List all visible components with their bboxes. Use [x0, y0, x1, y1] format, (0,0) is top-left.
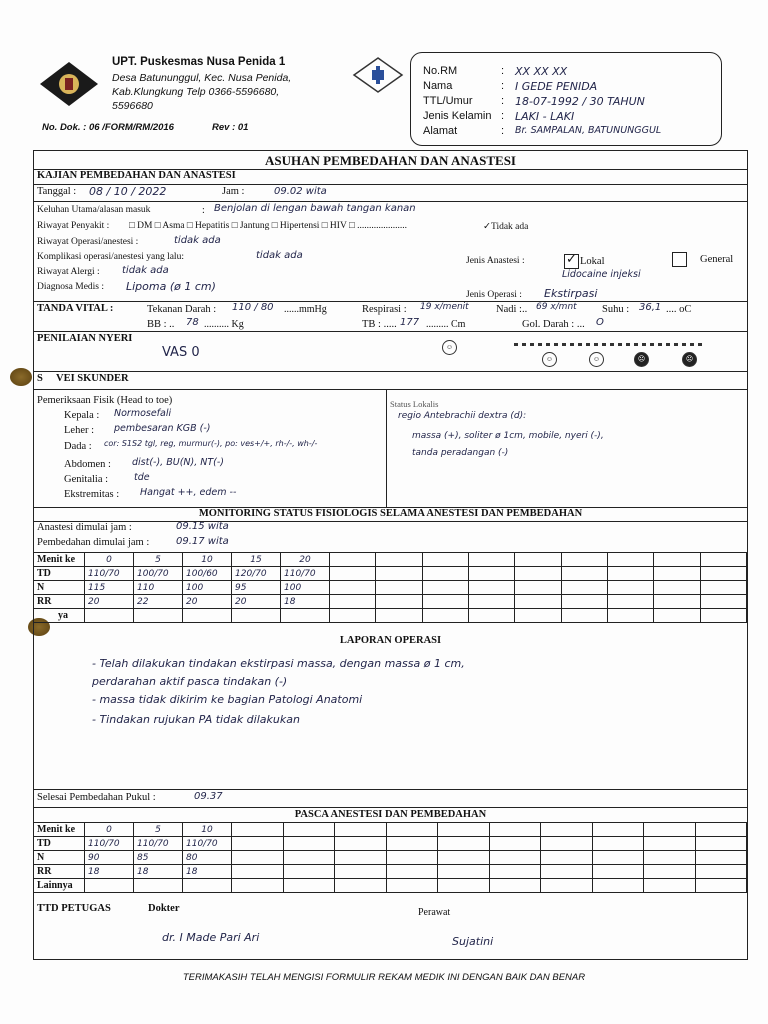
monitoring-table — [33, 552, 747, 623]
perawat-signature: Sujatini — [452, 935, 494, 948]
exam-ekstremitas: Hangat ++, edem -- — [140, 487, 237, 498]
riwayat-alergi-value: tidak ada — [122, 265, 169, 276]
form-title: ASUHAN PEMBEDAHAN DAN ANASTESI — [264, 153, 516, 168]
laporan-title: LAPORAN OPERASI — [339, 635, 442, 646]
org-address: Desa Batununggul, Kec. Nusa Penida, Kab.Klungkung Telp 0366-5596680, 5596680 — [112, 72, 292, 112]
org-name: UPT. Puskesmas Nusa Penida 1 — [112, 56, 286, 68]
revision: Rev : 01 — [212, 122, 249, 133]
table-row: Lainnya — [34, 879, 747, 893]
komplikasi-value: tidak ada — [256, 250, 303, 261]
pain-face-4-icon: ☺ — [589, 352, 604, 367]
table-row: TD 110/70 100/70 100/60 120/70 110/70 — [34, 567, 747, 581]
nadi-value: 69 x/mnt — [536, 302, 577, 312]
doc-number: No. Dok. : 06 /FORM/RM/2016 — [42, 122, 174, 133]
patient-id-box: No.RM : XX XX XX Nama : I GEDE PENIDA TTL/Umur : 18-07-1992 / 30 TAHUN Jenis Kelamin : LAKI - LAKI Alamat : Br. SAMPALAN, BATUNUNGGUL — [410, 52, 722, 146]
table-row: ya — [34, 609, 747, 623]
anastesi-mulai-value: 09.15 wita — [176, 521, 229, 532]
laporan-line: - Telah dilakukan tindakan ekstirpasi massa, dengan massa ø 1 cm, — [92, 657, 465, 670]
pasca-title: PASCA ANESTESI DAN PEMBEDAHAN — [294, 809, 487, 820]
laporan-line: perdarahan aktif pasca tindakan (-) — [92, 675, 288, 688]
table-row: N 115 110 100 95 100 — [34, 581, 747, 595]
puskesmas-logo-icon — [352, 56, 404, 94]
pain-face-2-icon: ☺ — [542, 352, 557, 367]
exam-kepala: Normosefali — [114, 408, 172, 419]
status-lokalis-line: massa (+), soliter ø 1cm, mobile, nyeri (-), — [412, 431, 604, 441]
riwayat-operasi-value: tidak ada — [174, 235, 221, 246]
table-row: N 90 85 80 — [34, 851, 747, 865]
exam-abdomen: dist(-), BU(N), NT(-) — [132, 457, 225, 468]
table-row: RR 20 22 20 20 18 — [34, 595, 747, 609]
resp-value: 19 x/menit — [420, 302, 469, 312]
riwayat-penyakit-options: □ DM □ Asma □ Hepatitis □ Jantung □ Hipertensi □ HIV □ ..................... — [129, 221, 408, 231]
suhu-value: 36,1 — [639, 302, 662, 313]
diagnosa-value: Lipoma (ø 1 cm) — [126, 280, 216, 293]
lokal-checkbox[interactable]: ✓ — [564, 254, 579, 269]
status-lokalis-line: regio Antebrachii dextra (d): — [398, 411, 527, 421]
gol-darah-value: O — [596, 317, 604, 328]
laporan-line: - massa tidak dikirim ke bagian Patologi Anatomi — [92, 693, 363, 706]
exam-dada: cor: S1S2 tgl, reg, murmur(-), po: ves+/+, rh-/-, wh-/- — [104, 439, 318, 448]
tidak-ada-checkbox[interactable]: ✓Tidak ada — [483, 222, 529, 232]
general-checkbox[interactable] — [672, 252, 687, 267]
table-row: TD 110/70 110/70 110/70 — [34, 837, 747, 851]
selesai-value: 09.37 — [194, 791, 223, 802]
section-kajian: KAJIAN PEMBEDAHAN DAN ANASTESI — [37, 170, 236, 181]
exam-leher: pembesaran KGB (-) — [114, 423, 211, 434]
bb-value: 78 — [186, 317, 199, 328]
tb-value: 177 — [400, 317, 420, 328]
td-value: 110 / 80 — [232, 302, 274, 313]
table-row: Menit ke 0 5 10 15 20 — [34, 553, 747, 567]
lokal-note: Lidocaine injeksi — [562, 269, 641, 280]
nyeri-value: VAS 0 — [162, 345, 200, 360]
section-survei: VEI SKUNDER — [56, 373, 129, 384]
monitoring-title: MONITORING STATUS FISIOLOGIS SELAMA ANESTESI DAN PEMBEDAHAN — [198, 508, 583, 519]
keluhan-value: Benjolan di lengan bawah tangan kanan — [214, 203, 416, 214]
table-row: RR 18 18 18 — [34, 865, 747, 879]
punch-hole — [10, 368, 32, 386]
pain-scale-bar — [514, 343, 704, 346]
pain-face-10-icon: ☹ — [682, 352, 697, 367]
laporan-line: - Tindakan rujukan PA tidak dilakukan — [92, 713, 300, 726]
jenis-operasi-value: Ekstirpasi — [544, 287, 598, 300]
pembedahan-mulai-value: 09.17 wita — [176, 536, 229, 547]
status-lokalis-line: tanda peradangan (-) — [412, 448, 509, 458]
table-row: Menit ke 0 5 10 — [34, 823, 747, 837]
dokter-signature: dr. I Made Pari Ari — [162, 931, 260, 944]
footer-note: TERIMAKASIH TELAH MENGISI FORMULIR REKAM MEDIK INI DENGAN BAIK DAN BENAR — [182, 972, 586, 983]
exam-genitalia: tde — [134, 472, 150, 483]
pain-face-0-icon: ☺ — [442, 340, 457, 355]
garuda-logo-icon — [38, 60, 100, 108]
pain-face-8-icon: ☹ — [634, 352, 649, 367]
jam-value: 09.02 wita — [274, 186, 327, 197]
pasca-table — [33, 822, 747, 893]
tanggal-value: 08 / 10 / 2022 — [89, 185, 167, 198]
surgery-form: ASUHAN PEMBEDAHAN DAN ANASTESI KAJIAN PEMBEDAHAN DAN ANASTESI Tanggal : 08 / 10 / 2022 Jam : 09.02 wita Keluhan Utama/alasan masuk : Benjolan di lengan bawah tangan kanan Riwayat Penyakit : □ DM □ Asma □ Hepatitis □ Jantung □ Hipertensi □ HIV □ ..................... ✓Tidak ada Riwayat Operasi/anestesi : tidak ada Komplikasi operasi/anestesi yang lalu: tidak ada Jenis Anastesi : ✓ Lokal General Lidocaine injeksi Riwayat Alergi : tidak ada Diagnosa Medis : Lipoma (ø 1 cm) Jenis Operasi : Ekstirpasi TANDA VITAL : Tekanan Darah : 110 / 80 ......mmHg Respirasi : 19 x/menit Nadi :.. 69 x/mnt Suhu : 36,1 .... oC BB : .. 78 .......... Kg TB : ..... 177 ......... Cm Gol. Darah : ... O PENILAIAN NYERI VAS 0 ☺ ☺ ☺ ☹ ☹ S VEI SKUNDER Pemeriksaan Fisik (Head to toe) Status Lokalis Kepala : Normosefali Leher : pembesaran KGB (-) Dada : cor: S1S2 tgl, reg, murmur(-), po: ves+/+, rh-/-, wh-/- Abdomen : dist(-), BU(N), NT(-) Genitalia : tde Ekstremitas : Hangat ++, edem -- regio Antebrachii dextra (d): massa (+), soliter ø 1cm, mobile, nyeri (-), tanda peradangan (-) MONITORING STATUS FISIOLOGIS SELAMA ANESTESI DAN PEMBEDAHAN Anastesi dimulai jam : 09.15 wita Pembedahan dimulai jam : 09.17 wita Menit ke 0 5 10 15 20 TD 110/70 100/70 100/60 120/70 110/70 N 115 110 100 95 100 RR 20 22 20 20 18 ya LAPORAN OPERASI - Telah dilakukan tindakan ekstirpasi massa, dengan massa ø 1 cm, perdarahan aktif pasca tindakan (-) - massa tidak dikirim ke bagian Patologi Anatomi - Tindakan rujukan PA tidak dilakukan Selesai Pembedahan Pukul : 09.37 PASCA ANESTESI DAN PEMBEDAHAN Menit ke 0 5 10 TD 110/70 110/70 110/70 N 90 85 80 RR 18 18 18 Lainnya TTD PETUGAS Dokter dr. I Made Pari Ari Perawat Sujatini — [33, 150, 748, 960]
